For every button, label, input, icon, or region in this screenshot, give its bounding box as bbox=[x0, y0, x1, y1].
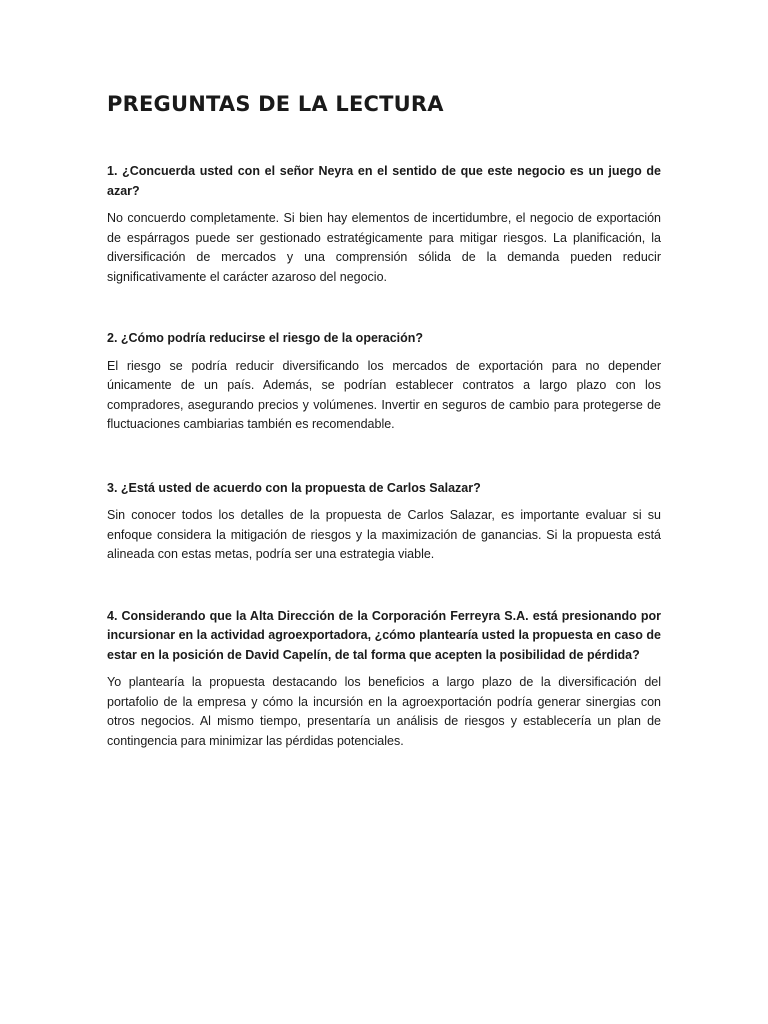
answer-2: El riesgo se podría reducir diversificando los mercados de exportación para no depender únicamente de un país. Además, se podrían establecer contratos a largo plazo con los compradores, asegurando precios y volúmenes. Invertir en seguros de cambio para protegerse de fluctuaciones cambiarias también es recomendable. bbox=[107, 358, 661, 431]
answer-4: Yo plantearía la propuesta destacando los beneficios a largo plazo de la diversificación del portafolio de la empresa y cómo la incursión en la agroexportación podría generar sinergias con otros negocios. Al mismo tiempo, presentaría un análisis de riesgos y establecería un plan de contingencia para minimizar las pérdidas potenciales. bbox=[107, 675, 661, 748]
qa-item-3 bbox=[107, 479, 661, 565]
question-1: 1. ¿Concuerda usted con el señor Neyra en el sentido de que este negocio es un juego de azar? bbox=[107, 164, 661, 198]
qa-item-4 bbox=[107, 607, 661, 752]
page-title: PREGUNTAS DE LA LECTURA bbox=[107, 92, 444, 116]
qa-item-2 bbox=[107, 329, 661, 435]
question-4: 4. Considerando que la Alta Dirección de la Corporación Ferreyra S.A. está presionando por incursionar en la actividad agroexportadora, ¿cómo plantearía usted la propuesta en caso de estar en la posición de David Capelín, de tal forma que acepten la posibilidad de pérdida? bbox=[107, 608, 661, 662]
answer-3: Sin conocer todos los detalles de la propuesta de Carlos Salazar, es importante evaluar si su enfoque considera la mitigación de riesgos y la maximización de ganancias. Si la propuesta está alineada con estas metas, podría ser una estrategia viable. bbox=[107, 508, 661, 561]
answer-1: No concuerdo completamente. Si bien hay elementos de incertidumbre, el negocio de exportación de espárragos puede ser gestionado estratégicamente para mitigar riesgos. La planificación, la diversificación de mercados y una comprensión sólida de la demanda pueden reducir significativamente el carácter azaroso del negocio. bbox=[107, 211, 661, 284]
question-3: 3. ¿Está usted de acuerdo con la propuesta de Carlos Salazar? bbox=[107, 480, 481, 495]
qa-item-1 bbox=[107, 162, 661, 287]
question-2: 2. ¿Cómo podría reducirse el riesgo de la operación? bbox=[107, 331, 424, 345]
document-page bbox=[107, 90, 661, 751]
